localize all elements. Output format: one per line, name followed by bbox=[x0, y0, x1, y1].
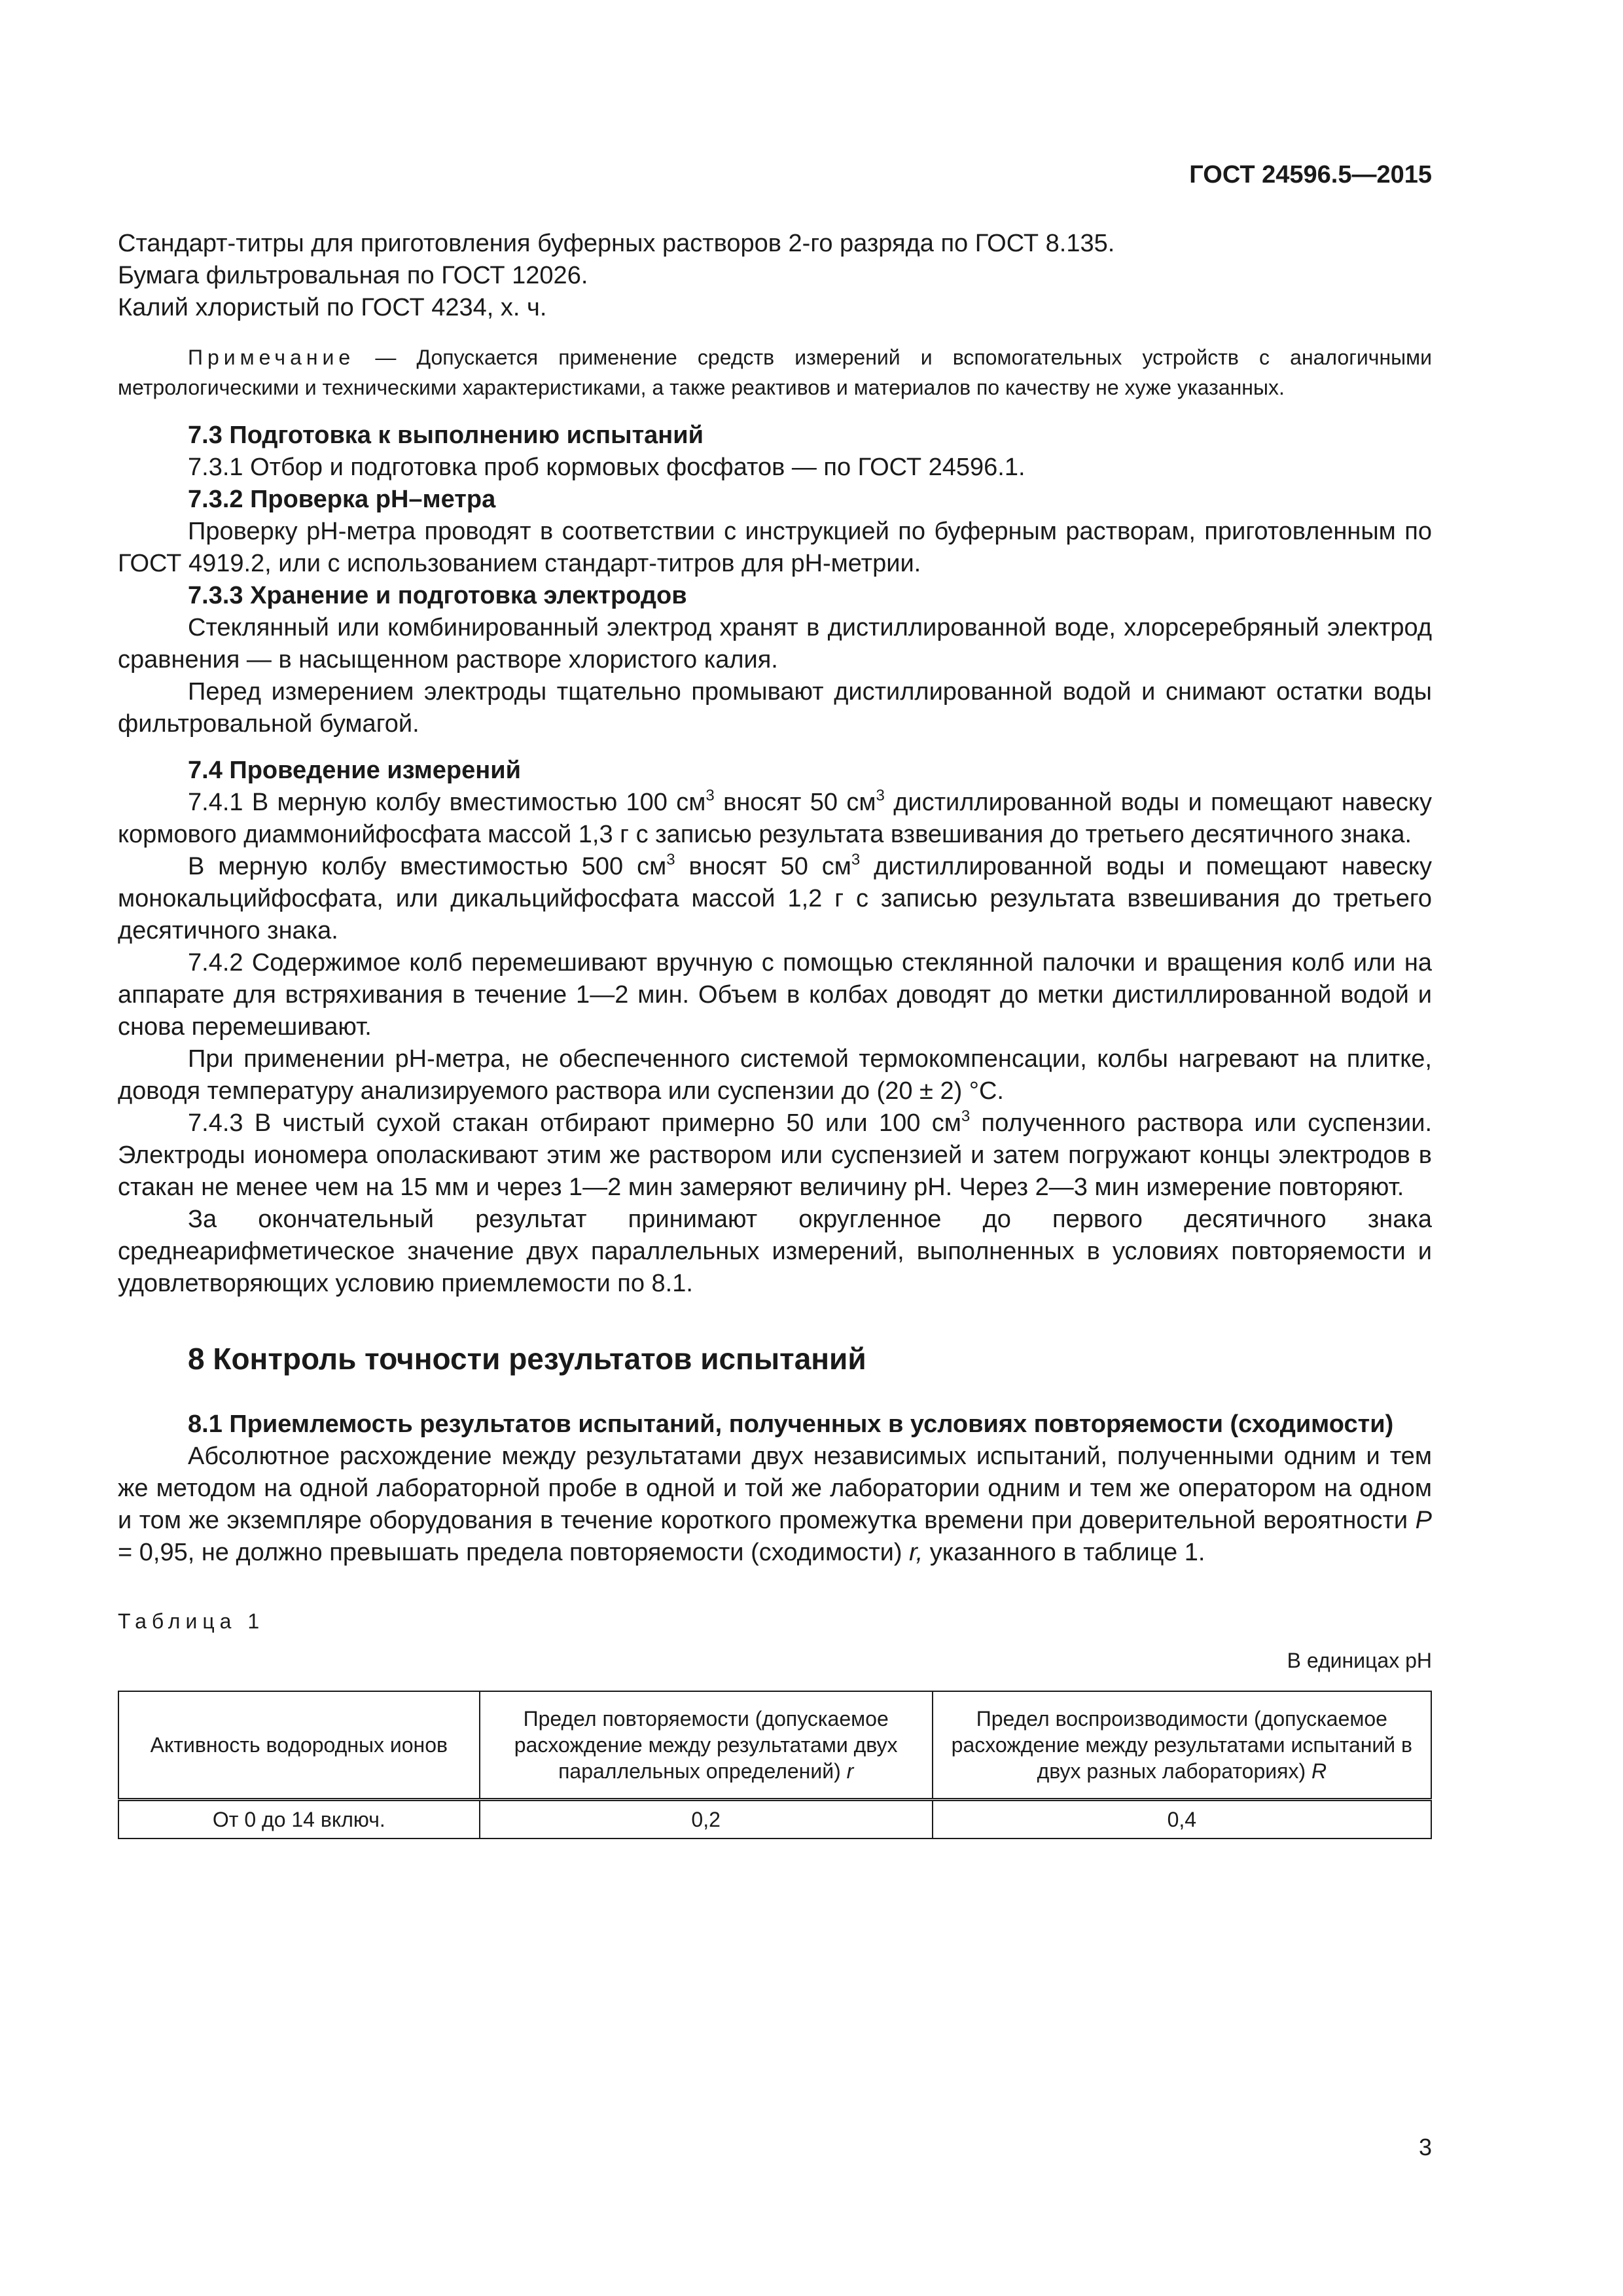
variable-p: Р bbox=[1415, 1507, 1432, 1534]
paragraph-7-3-3-b: Перед измерением электроды тщательно промывают дистиллированной водой и снимают остатки воды фильтровальной бумагой. bbox=[118, 678, 1432, 738]
paragraph-7-4-1-a bbox=[118, 787, 1432, 851]
table-header-row bbox=[118, 1691, 1431, 1800]
intro-line: Стандарт-титры для приготовления буферных растворов 2-го разряда по ГОСТ 8.135. bbox=[118, 230, 1115, 257]
superscript: 3 bbox=[851, 851, 861, 869]
table-units: В единицах рН bbox=[1287, 1649, 1432, 1672]
section-7-3-heading: 7.3 Подготовка к выполнению испытаний bbox=[188, 422, 704, 449]
text-run: указанного в таблице 1. bbox=[923, 1539, 1205, 1566]
table-caption: Таблица 1 bbox=[118, 1609, 265, 1633]
paragraph-7-3-1: 7.3.1 Отбор и подготовка проб кормовых фосфатов — по ГОСТ 24596.1. bbox=[188, 454, 1026, 481]
variable-r: r bbox=[846, 1759, 854, 1783]
superscript: 3 bbox=[666, 851, 675, 869]
text-run: = 0,95, не должно превышать предела повторяемости (сходимости) bbox=[118, 1539, 910, 1566]
text-run: полученного раствора или суспензии. Электроды иономера ополаскивают этим же раствором или суспензией и затем погружают концы электродов в стакан не менее чем на 15 мм и через 1—2 мин замеряют величину рН. Через 2—3 мин измерение повторяют. bbox=[118, 1109, 1433, 1201]
paragraph-7-4-1-b bbox=[118, 851, 1432, 947]
paragraph-7-4-2-b: При применении рН-метра, не обеспеченного системой термокомпенсации, колбы нагревают на плитке, доводя температуру анализируемого раствора или суспензии до (20 ± 2) °С. bbox=[118, 1045, 1432, 1105]
header-text: Активность водородных ионов bbox=[150, 1733, 448, 1757]
paragraph-7-4-3-a bbox=[118, 1107, 1432, 1204]
paragraph-7-4-3-b: За окончательный результат принимают округленное до первого десятичного знака среднеарифметическое значение двух параллельных измерений, выполненных в условиях повторяемости и удовлетворяющих условию приемлемости по 8.1. bbox=[118, 1206, 1432, 1297]
text-run: Абсолютное расхождение между результатами двух независимых испытаний, полученными одним и тем же методом на одной лабораторной пробе в одной и той же лаборатории одним и тем же оператором на одном и том же экземпляре оборудования в течение короткого промежутка времени при доверительной вероятности bbox=[118, 1443, 1432, 1534]
variable-R: R bbox=[1311, 1759, 1327, 1783]
superscript: 3 bbox=[876, 787, 885, 804]
table-header-cell bbox=[933, 1691, 1431, 1800]
text-run: дистиллированной воды и помещают навеску монокальцийфосфата, или дикальцийфосфата массой 1,2 г с записью результата взвешивания до третьего десятичного знака. bbox=[118, 853, 1432, 944]
variable-r: r, bbox=[909, 1539, 923, 1566]
table-header-cell bbox=[118, 1691, 480, 1800]
intro-line: Калий хлористый по ГОСТ 4234, х. ч. bbox=[118, 294, 547, 321]
page-body bbox=[118, 228, 1432, 1839]
section-7-3-2-heading: 7.3.2 Проверка рН–метра bbox=[188, 486, 496, 513]
table-cell: 0,2 bbox=[480, 1800, 933, 1839]
table-1 bbox=[118, 1691, 1432, 1839]
note-label: Примечание bbox=[188, 346, 355, 369]
table-cell: От 0 до 14 включ. bbox=[118, 1800, 480, 1839]
text-run: 7.4.1 В мерную колбу вместимостью 100 см bbox=[188, 789, 706, 816]
text-run: вносят 50 см bbox=[714, 789, 876, 816]
note-text: — Допускается применение средств измерений и вспомогательных устройств с аналогичными метрологическими и техническими характеристиками, а также реактивов и материалов по качеству не хуже указанных. bbox=[118, 346, 1432, 399]
header-text: Предел повторяемости (допускаемое расхождение между результатами двух параллельных определений) bbox=[514, 1707, 898, 1783]
superscript: 3 bbox=[705, 787, 715, 804]
paragraph-8-1 bbox=[118, 1441, 1432, 1569]
page-number: 3 bbox=[1418, 2134, 1432, 2161]
section-8-heading: 8 Контроль точности результатов испытаний bbox=[188, 1342, 866, 1376]
table-cell: 0,4 bbox=[933, 1800, 1431, 1839]
section-7-3-3-heading: 7.3.3 Хранение и подготовка электродов bbox=[188, 582, 687, 609]
text-run: дистиллированной воды и помещают навеску кормового диаммонийфосфата массой 1,3 г с записью результата взвешивания до третьего десятичного знака. bbox=[118, 789, 1432, 848]
table-row bbox=[118, 1800, 1431, 1839]
section-7-4-heading: 7.4 Проведение измерений bbox=[188, 757, 521, 784]
text-run: 7.4.3 В чистый сухой стакан отбирают примерно 50 или 100 см bbox=[188, 1109, 961, 1137]
document-code: ГОСТ 24596.5—2015 bbox=[1189, 161, 1432, 188]
text-run: В мерную колбу вместимостью 500 см bbox=[188, 853, 667, 880]
superscript: 3 bbox=[961, 1107, 971, 1125]
note bbox=[118, 342, 1432, 403]
paragraph-7-3-3-a: Стеклянный или комбинированный электрод хранят в дистиллированной воде, хлорсеребряный электрод сравнения — в насыщенном растворе хлористого калия. bbox=[118, 614, 1432, 673]
text-run: вносят 50 см bbox=[675, 853, 851, 880]
table-header-cell bbox=[480, 1691, 933, 1800]
paragraph-7-3-2: Проверку рН-метра проводят в соответствии с инструкцией по буферным растворам, приготовленным по ГОСТ 4919.2, или с использованием стандарт-титров для рН-метрии. bbox=[118, 518, 1432, 577]
header-text: Предел воспроизводимости (допускаемое расхождение между результатами испытаний в двух разных лабораториях) bbox=[951, 1707, 1413, 1783]
paragraph-7-4-2-a: 7.4.2 Содержимое колб перемешивают вручную с помощью стеклянной палочки и вращения колб или на аппарате для встряхивания в течение 1—2 мин. Объем в колбах доводят до метки дистиллированной водой и снова перемешивают. bbox=[118, 949, 1432, 1041]
intro-line: Бумага фильтровальная по ГОСТ 12026. bbox=[118, 262, 588, 289]
section-8-1-heading: 8.1 Приемлемость результатов испытаний, полученных в условиях повторяемости (сходимости) bbox=[188, 1410, 1394, 1438]
